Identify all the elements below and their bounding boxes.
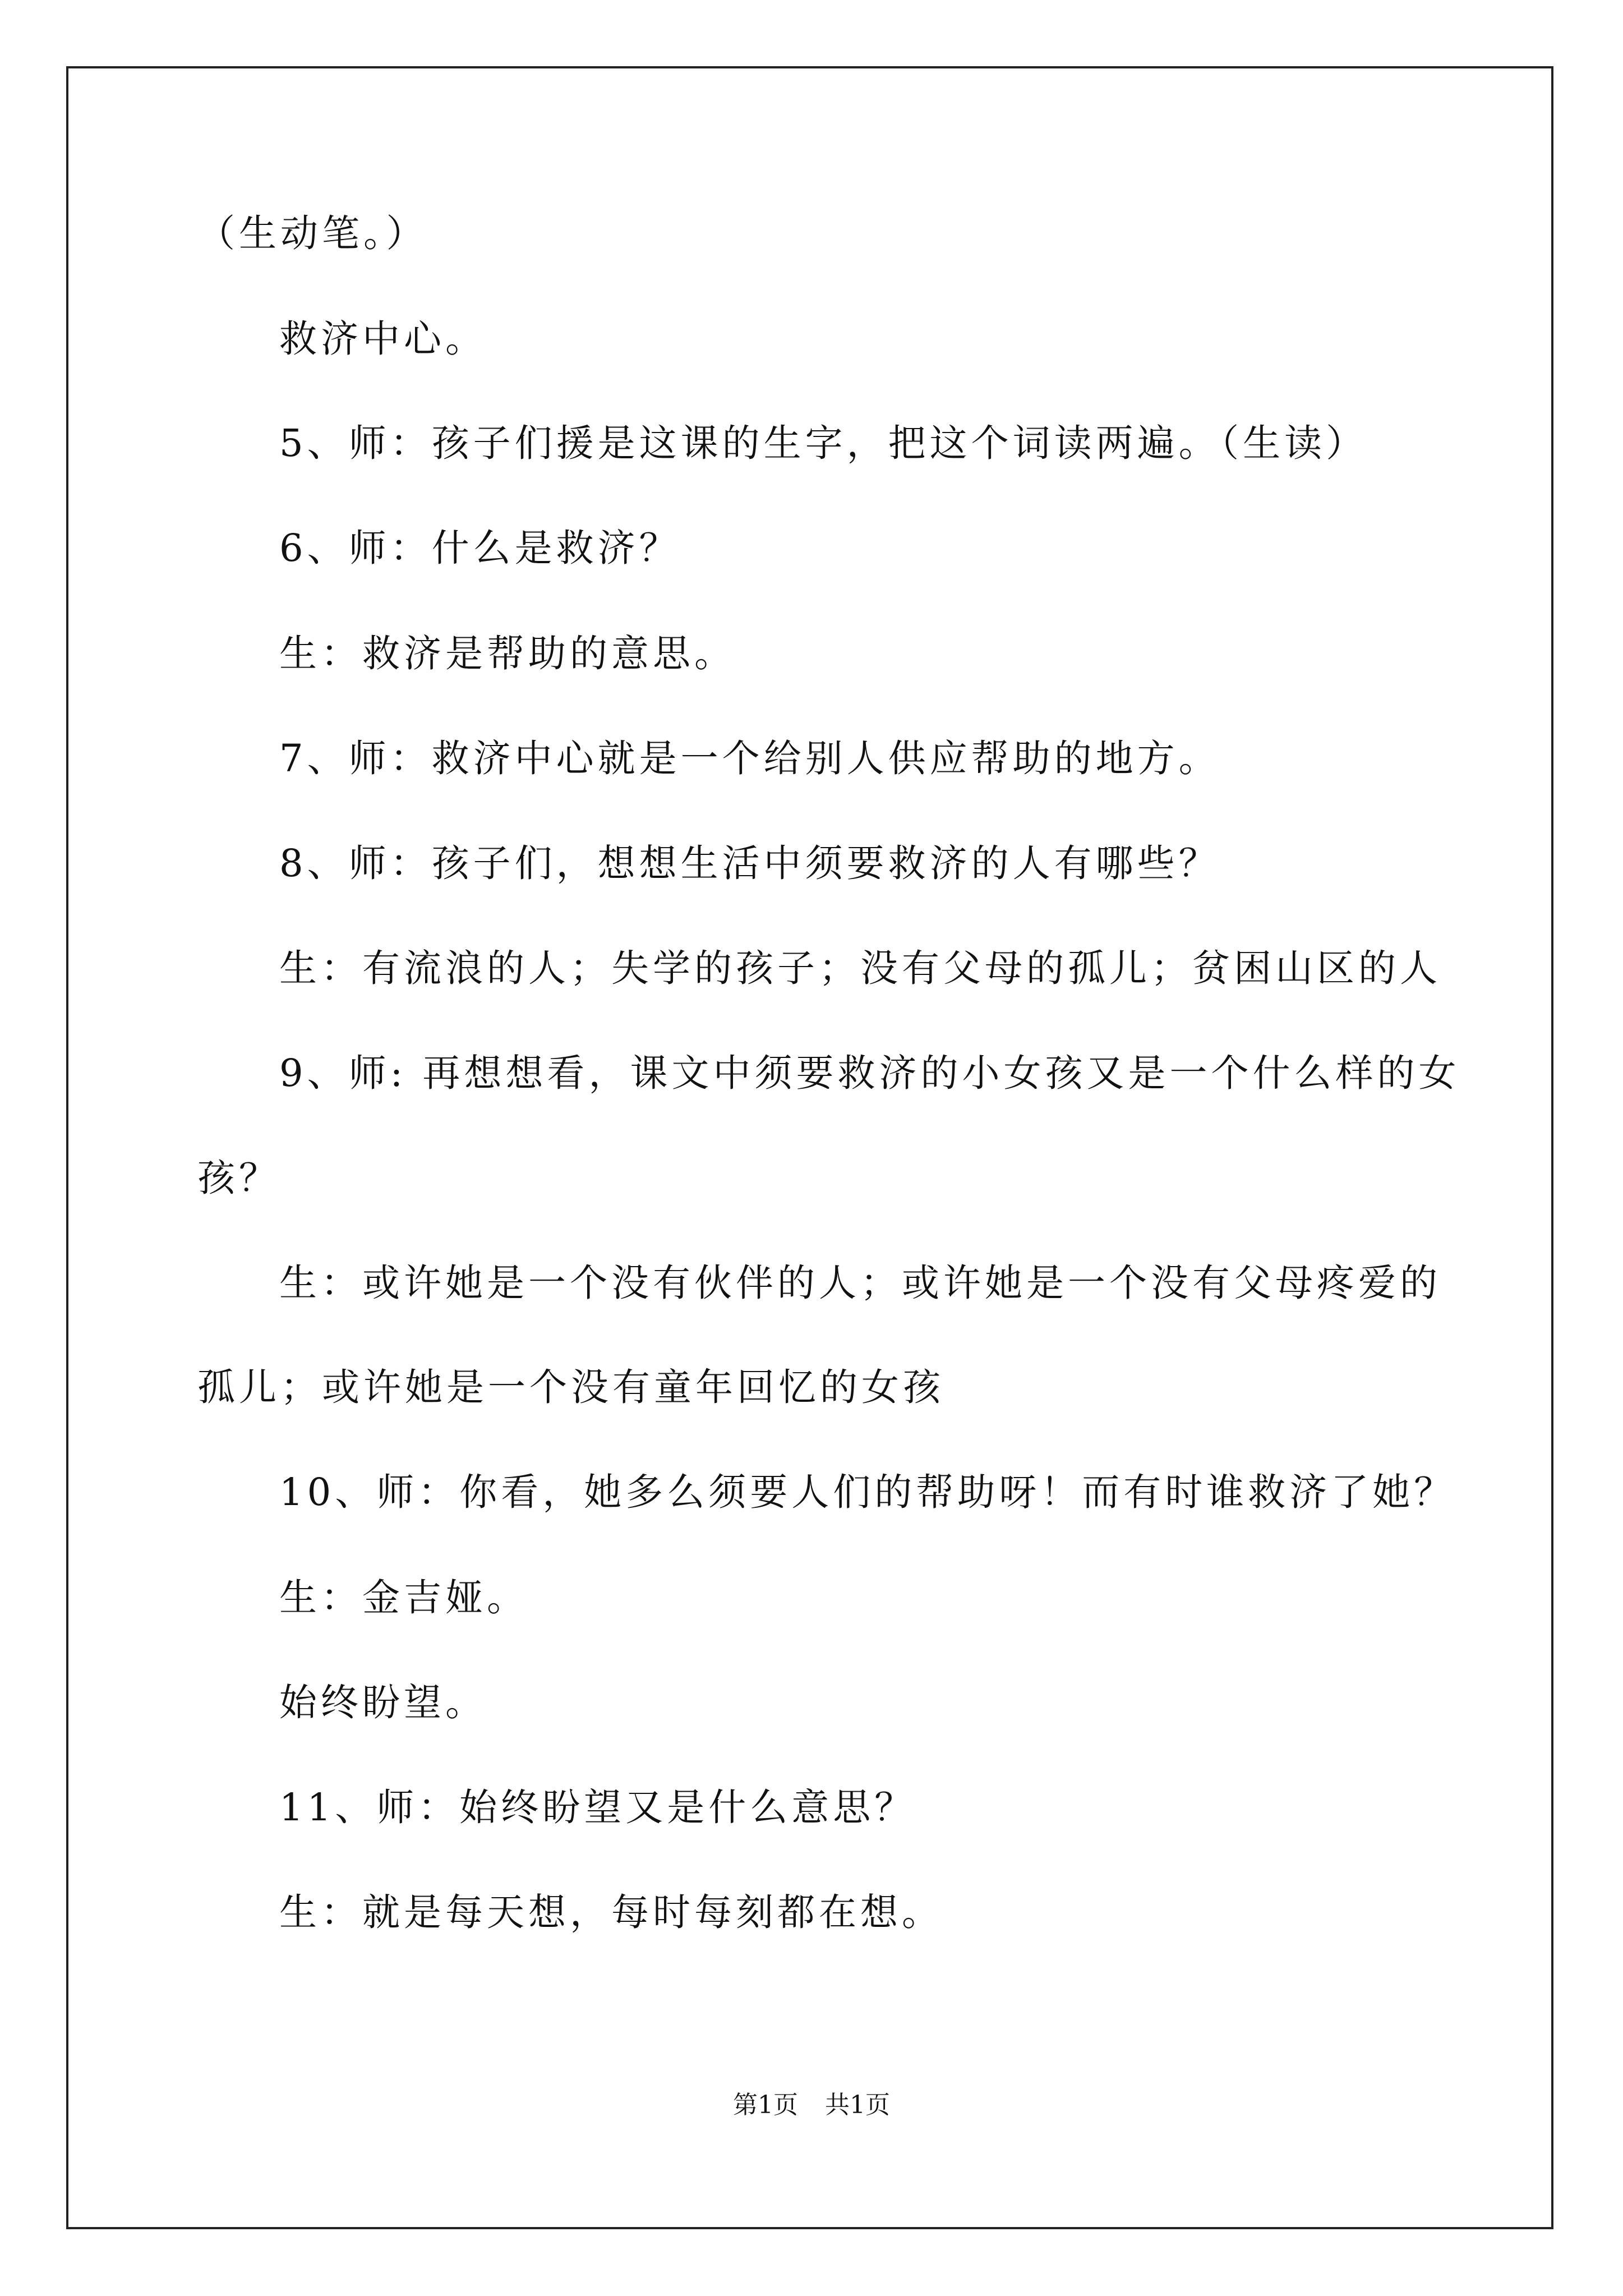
paragraph-1: （生动笔。） <box>197 211 428 255</box>
paragraph-15: 生：就是每天想，每时每刻都在想。 <box>279 1890 943 1934</box>
paragraph-10-continued: 孤儿；或许她是一个没有童年回忆的女孩 <box>197 1365 944 1409</box>
paragraph-13: 始终盼望。 <box>279 1681 487 1724</box>
paragraph-9: 9、师: 再想想看，课文中须要救济的小女孩又是一个什么样的女 <box>279 1051 1460 1095</box>
paragraph-4: 6、师：什么是救济？ <box>279 526 681 570</box>
paragraph-5: 生：救济是帮助的意思。 <box>279 632 736 675</box>
total-pages-label: 共1页 <box>825 2091 890 2119</box>
paragraph-10: 生：或许她是一个没有伙伴的人；或许她是一个没有父母疼爱的 <box>279 1261 1441 1305</box>
paragraph-12: 生：金吉娅。 <box>279 1576 528 1619</box>
current-page-label: 第1页 <box>733 2091 798 2119</box>
paragraph-9-continued: 孩？ <box>197 1156 280 1200</box>
paragraph-8: 生：有流浪的人；失学的孩子；没有父母的孤儿；贫困山区的人 <box>279 946 1441 990</box>
paragraph-11: 10、师：你看，她多么须要人们的帮助呀！而有时谁救济了她？ <box>279 1470 1456 1514</box>
paragraph-3: 5、师：孩子们援是这课的生字，把这个词读两遍。（生读） <box>279 421 1368 465</box>
paragraph-7: 8、师：孩子们，想想生活中须要救济的人有哪些？ <box>279 841 1220 885</box>
paragraph-14: 11、师：始终盼望又是什么意思？ <box>279 1786 916 1829</box>
page-footer <box>0 2090 1623 2121</box>
paragraph-6: 7、师：救济中心就是一个给别人供应帮助的地方。 <box>279 737 1220 780</box>
paragraph-2: 救济中心。 <box>279 317 487 361</box>
